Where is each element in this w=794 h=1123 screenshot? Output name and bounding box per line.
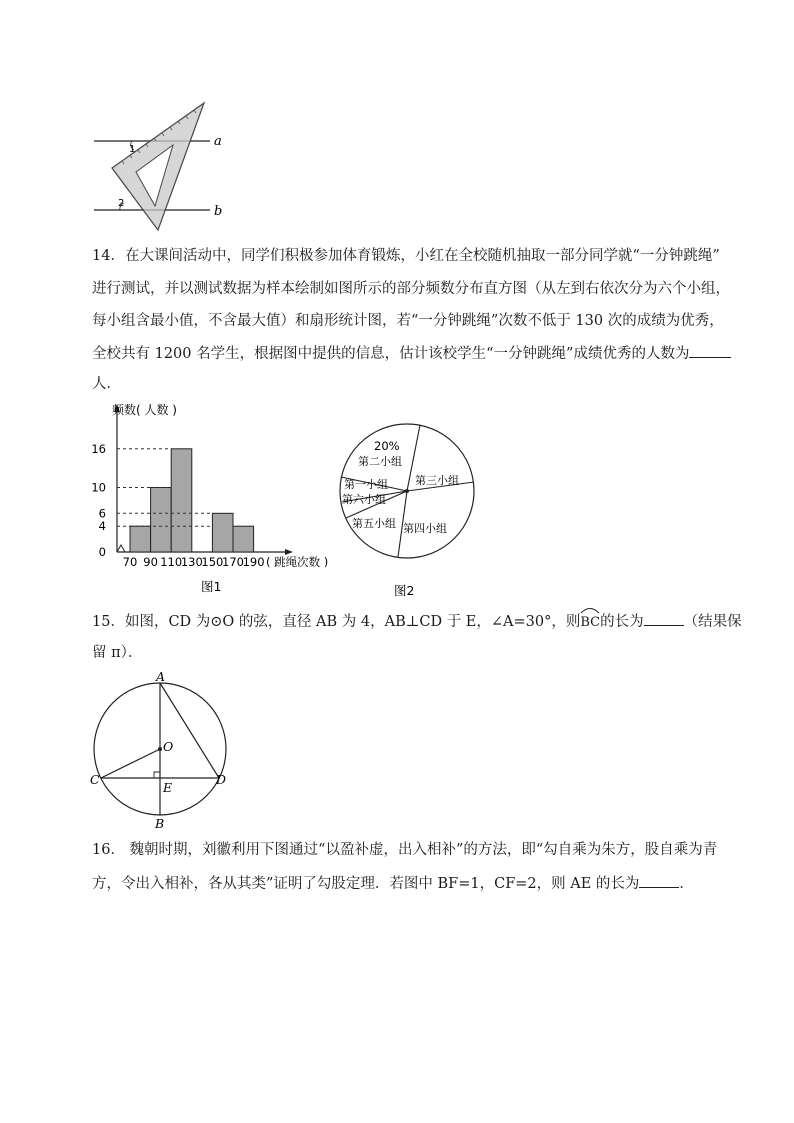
q16-line2-text: 方，令出入相补，各从其类”证明了勾股定理．若图中 BF=1，CF=2，则 AE 的长为 [92, 876, 640, 892]
point-e-label: E [163, 780, 173, 795]
hist-x-tick: 70 [122, 555, 138, 569]
set-square-figure [88, 98, 238, 233]
point-a-label: A [156, 670, 166, 684]
right-angle-mark [154, 772, 160, 778]
pie-label: 第三小组 [415, 474, 459, 487]
arc-bc-label: BC [580, 615, 601, 630]
point-o-label: O [163, 739, 174, 754]
label-a: a [214, 134, 222, 149]
hist-bar [151, 488, 172, 553]
pie-label: 第一小组 [344, 478, 388, 491]
q14-line4 [92, 343, 731, 364]
q14-line3: 每小组含最小值，不含最大值）和扇形统计图，若“一分钟跳绳”次数不低于 130 次的成绩为优秀， [92, 313, 724, 329]
q16-line2 [92, 873, 694, 894]
angle-1-label: 1 [129, 144, 136, 155]
q14-line1: 14．在大课间活动中，同学们积极参加体育锻炼，小红在全校随机抽取一部分同学就“一分钟跳绳” [92, 248, 720, 264]
hist-y-tick: 4 [98, 519, 106, 534]
circle-figure [88, 670, 233, 830]
hist-y-tick: 0 [98, 545, 106, 559]
pie-label: 第四小组 [403, 522, 447, 535]
pie-caption: 图2 [394, 583, 415, 598]
hist-x-tick: 130 [180, 555, 203, 569]
answer-blank-q14[interactable] [689, 343, 731, 358]
pie-annotation: 20% [374, 439, 400, 453]
pie-chart [336, 402, 481, 602]
q16-line2-end: ． [679, 876, 694, 892]
answer-blank-q15[interactable] [644, 611, 684, 626]
pie-label: 第六小组 [342, 493, 386, 506]
q15-tail: （结果保 [683, 614, 742, 630]
hist-x-tick: 150 [201, 555, 224, 569]
histogram-chart [90, 402, 350, 602]
q16-line1: 16． 魏朝时期，刘徽利用下图通过“以盈补虚，出入相补”的方法，即“勾自乘为朱方，股自乘为青 [92, 842, 718, 858]
q15-line1 [92, 610, 742, 633]
angle-2-label: 2 [118, 198, 125, 209]
hist-x-tick: 90 [143, 555, 158, 569]
q15-line2: 留 π）． [92, 645, 143, 661]
arc-bc [580, 610, 600, 633]
pie-label: 第二小组 [358, 455, 402, 468]
segment-oc [101, 749, 160, 778]
hist-x-tick: 190 [242, 555, 265, 569]
hist-y-tick: 6 [98, 506, 106, 521]
q14-line4-text: 全校共有 1200 名学生，根据图中提供的信息，估计该校学生“一分钟跳绳”成绩优秀的人数为 [92, 346, 690, 362]
hist-bar [233, 526, 254, 552]
answer-blank-q16[interactable] [639, 873, 679, 888]
hist-x-tick: 110 [160, 555, 183, 569]
hist-bar [171, 449, 192, 552]
hist-bar [212, 513, 233, 552]
segment-ad [160, 683, 219, 778]
hist-ylabel: 频数( 人数 ) [112, 403, 177, 417]
q15-suffix: 的长为 [600, 614, 644, 630]
label-b: b [214, 204, 223, 219]
q14-line2: 进行测试，并以测试数据为样本绘制如图所示的部分频数分布直方图（从左到右依次分为六个小组， [92, 281, 730, 297]
hist-bar [130, 526, 151, 552]
q14-line5: 人． [92, 376, 121, 392]
point-c-label: C [90, 772, 100, 787]
q15-prefix: 15．如图，CD 为⊙O 的弦，直径 AB 为 4，AB⊥CD 于 E，∠A=30°，则 [92, 614, 581, 630]
hist-x-tick: 170 [222, 555, 244, 569]
hist-caption: 图1 [201, 579, 222, 594]
hist-xlabel: ( 跳绳次数 ) [266, 555, 329, 569]
hist-y-tick: 10 [91, 480, 106, 495]
pie-label: 第五小组 [352, 517, 396, 530]
point-d-label: D [216, 772, 227, 787]
hist-y-tick: 16 [91, 441, 106, 456]
point-b-label: B [155, 816, 165, 830]
